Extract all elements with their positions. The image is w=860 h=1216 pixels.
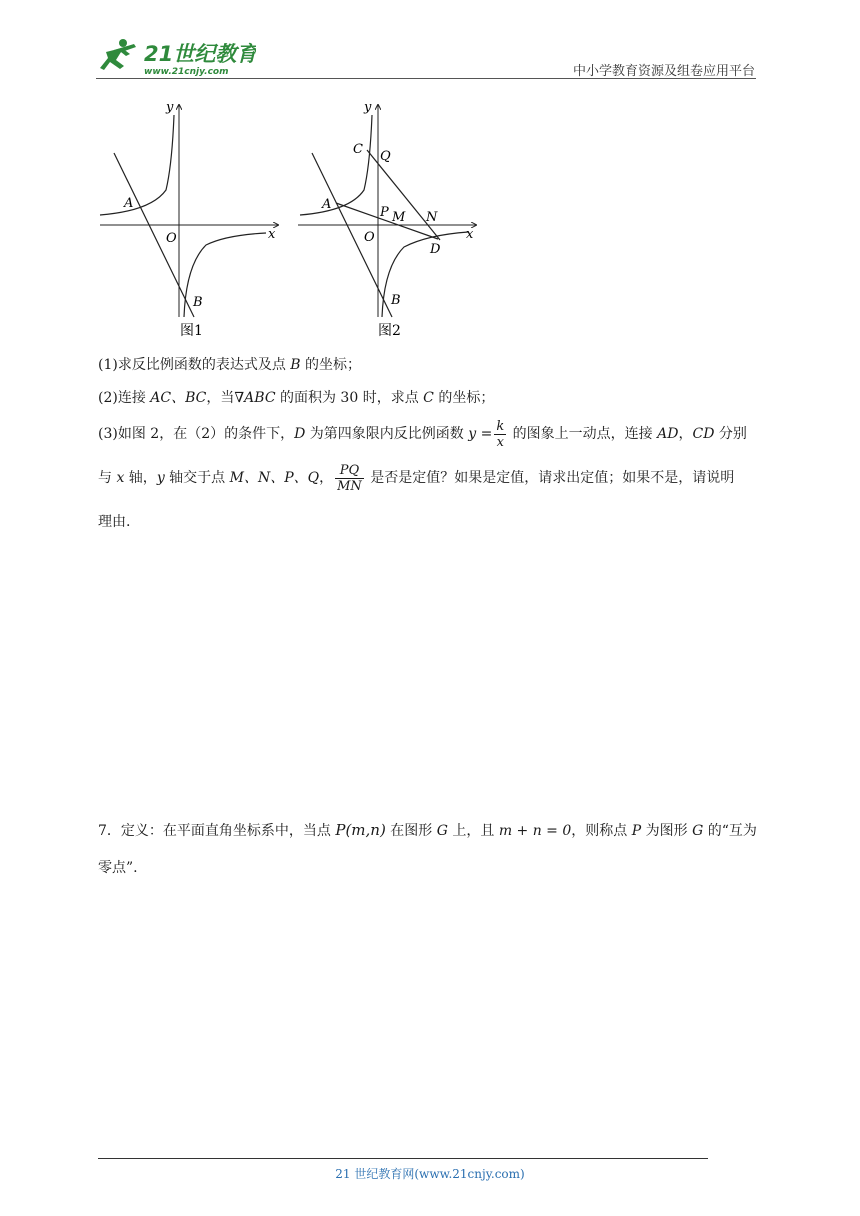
logo-main-text: 21世纪教育 <box>144 42 256 66</box>
question-6-part-2: (2)连接 AC、BC，当∇ABC 的面积为 30 时，求点 C 的坐标； <box>98 390 495 406</box>
origin-label: O <box>166 231 177 246</box>
y-axis-label: y <box>364 100 372 115</box>
question-6-part-3-line-1: (3)如图 2，在（2）的条件下，D 为第四象限内反比例函数 y = $\frac{k}{x}$ 的图象上一动点，连接 AD，CD 分别 <box>98 418 747 450</box>
header-divider <box>96 78 756 79</box>
figure-1 <box>96 95 286 345</box>
point-m-label: M <box>392 210 406 225</box>
point-b-label: B <box>391 293 401 308</box>
site-name: 中小学教育资源及组卷应用平台 <box>572 64 755 79</box>
site-logo <box>96 36 256 78</box>
point-q-label: Q <box>380 149 391 164</box>
figure-1-caption: 图1 <box>180 323 203 339</box>
point-a-label: A <box>124 196 134 211</box>
logo-url-text: www.21cnjy.com <box>144 67 229 77</box>
question-7-line-2: 零点”. <box>98 860 138 876</box>
point-n-label: N <box>426 210 438 225</box>
fraction-k-over-x: $\frac{k}{x}$ <box>496 418 505 450</box>
y-axis-label: y <box>166 100 174 115</box>
point-p-label: P <box>380 205 389 220</box>
runner-icon <box>100 39 136 70</box>
question-6-part-3-line-3: 理由. <box>98 514 131 530</box>
x-axis-label: x <box>466 227 474 242</box>
question-6-part-3-line-2: 与 x 轴，y 轴交于点 M、N、P、Q， $\frac{PQ}{MN}$ 是否是定值？如果是定值，请求出定值；如果不是，请说明 <box>98 462 735 494</box>
question-7-line-1: 7．定义：在平面直角坐标系中，当点 P(m,n) 在图形 G 上，且 m + n = 0，则称点 P 为图形 G 的“互为 <box>98 821 757 839</box>
footer-link[interactable]: 21 世纪教育网(www.21cnjy.com) <box>335 1167 525 1181</box>
figure-2-caption: 图2 <box>378 323 401 339</box>
figure-2 <box>292 95 482 345</box>
question-6-part-1: (1)求反比例函数的表达式及点 B 的坐标； <box>98 357 362 373</box>
point-a-label: A <box>322 197 332 212</box>
x-axis-label: x <box>268 227 276 242</box>
origin-label: O <box>364 230 375 245</box>
point-b-label: B <box>193 295 203 310</box>
point-d-label: D <box>430 242 441 257</box>
footer-divider <box>98 1158 708 1159</box>
point-c-label: C <box>353 142 363 157</box>
fraction-pq-over-mn: $\frac{PQ}{MN}$ <box>337 462 362 494</box>
